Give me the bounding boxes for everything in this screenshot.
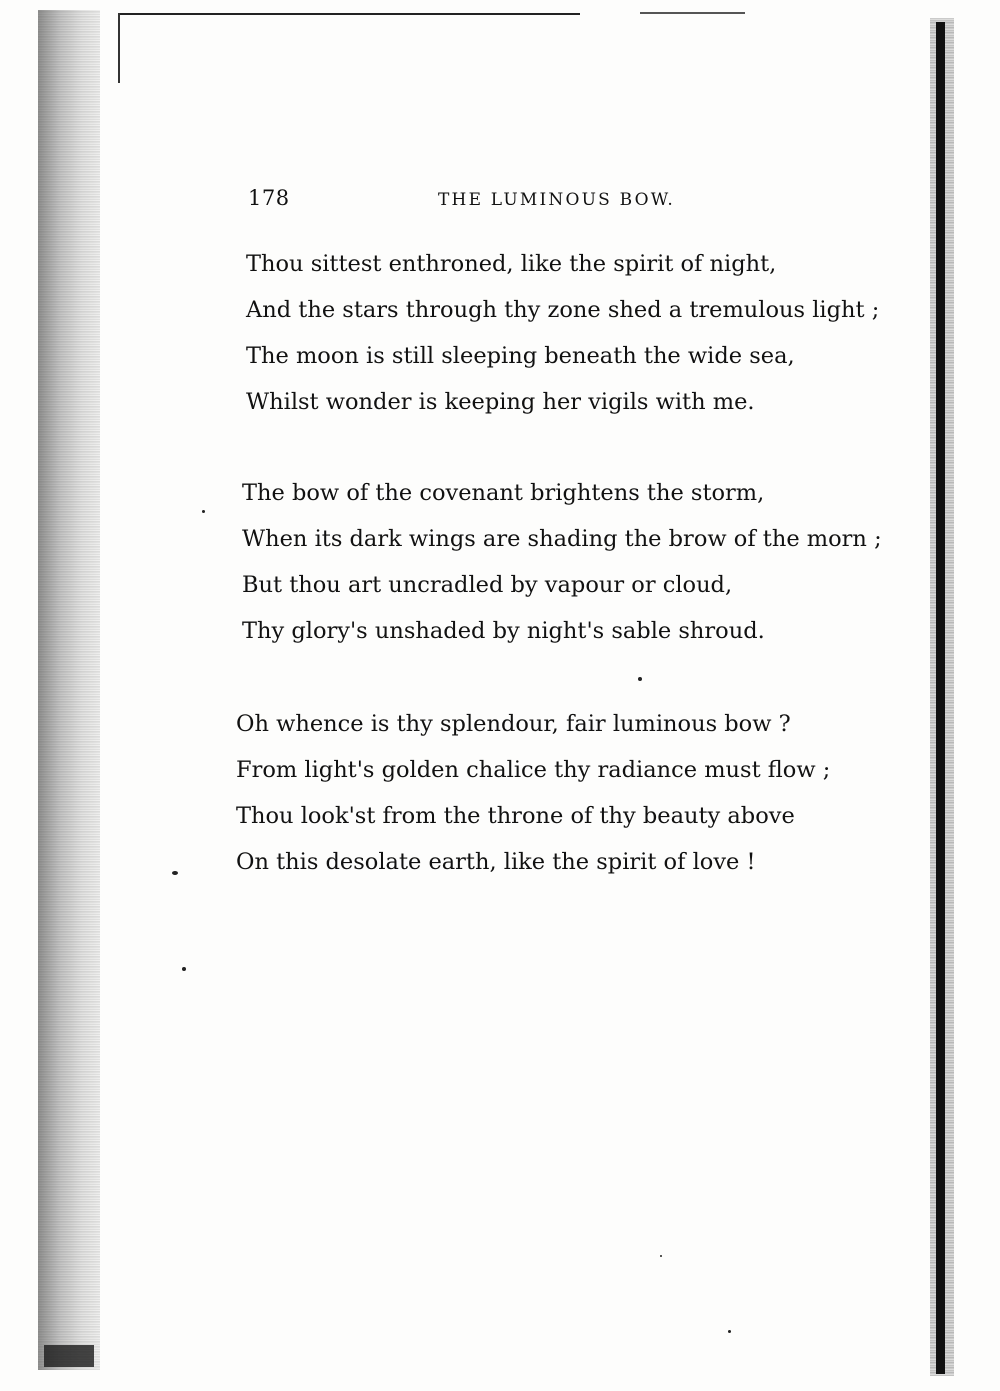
- poem-line: The bow of the covenant brightens the storm,: [242, 480, 765, 506]
- scan-binding-corner: [44, 1345, 94, 1367]
- poem-line: From light's golden chalice thy radiance must flow ;: [236, 757, 831, 783]
- scan-speck: [172, 871, 178, 875]
- poem-line: Thou sittest enthroned, like the spirit of night,: [246, 251, 777, 277]
- scan-page-edge-right: [936, 22, 945, 1374]
- stanza-2: [242, 470, 922, 654]
- poem-line: Whilst wonder is keeping her vigils with me.: [246, 389, 755, 415]
- poem-line: Thou look'st from the throne of thy beauty above: [236, 803, 795, 829]
- scan-speck: [638, 677, 642, 681]
- stanza-1: [246, 241, 926, 425]
- scan-speck: [660, 1255, 662, 1257]
- poem-line: The moon is still sleeping beneath the wide sea,: [246, 343, 795, 369]
- scan-speck: [202, 510, 205, 513]
- scan-binding-shadow-left: [38, 10, 100, 1370]
- running-title: THE LUMINOUS BOW.: [438, 190, 676, 210]
- poem-line: Oh whence is thy splendour, fair luminous bow ?: [236, 711, 791, 737]
- scan-speck: [728, 1330, 731, 1333]
- poem-line: Thy glory's unshaded by night's sable shroud.: [242, 618, 765, 644]
- stanza-3: [236, 701, 916, 885]
- left-page-edge-line: [118, 13, 120, 83]
- page-number: 178: [248, 186, 290, 210]
- poem-line: But thou art uncradled by vapour or cloud,: [242, 572, 733, 598]
- poem-line: And the stars through thy zone shed a tremulous light ;: [246, 297, 880, 323]
- poem-line: On this desolate earth, like the spirit of love !: [236, 849, 756, 875]
- top-page-edge-line: [118, 13, 580, 15]
- page-header: [248, 186, 748, 216]
- top-page-edge-fragment: [640, 12, 745, 14]
- scan-speck: [182, 967, 186, 971]
- poem-line: When its dark wings are shading the brow of the morn ;: [242, 526, 882, 552]
